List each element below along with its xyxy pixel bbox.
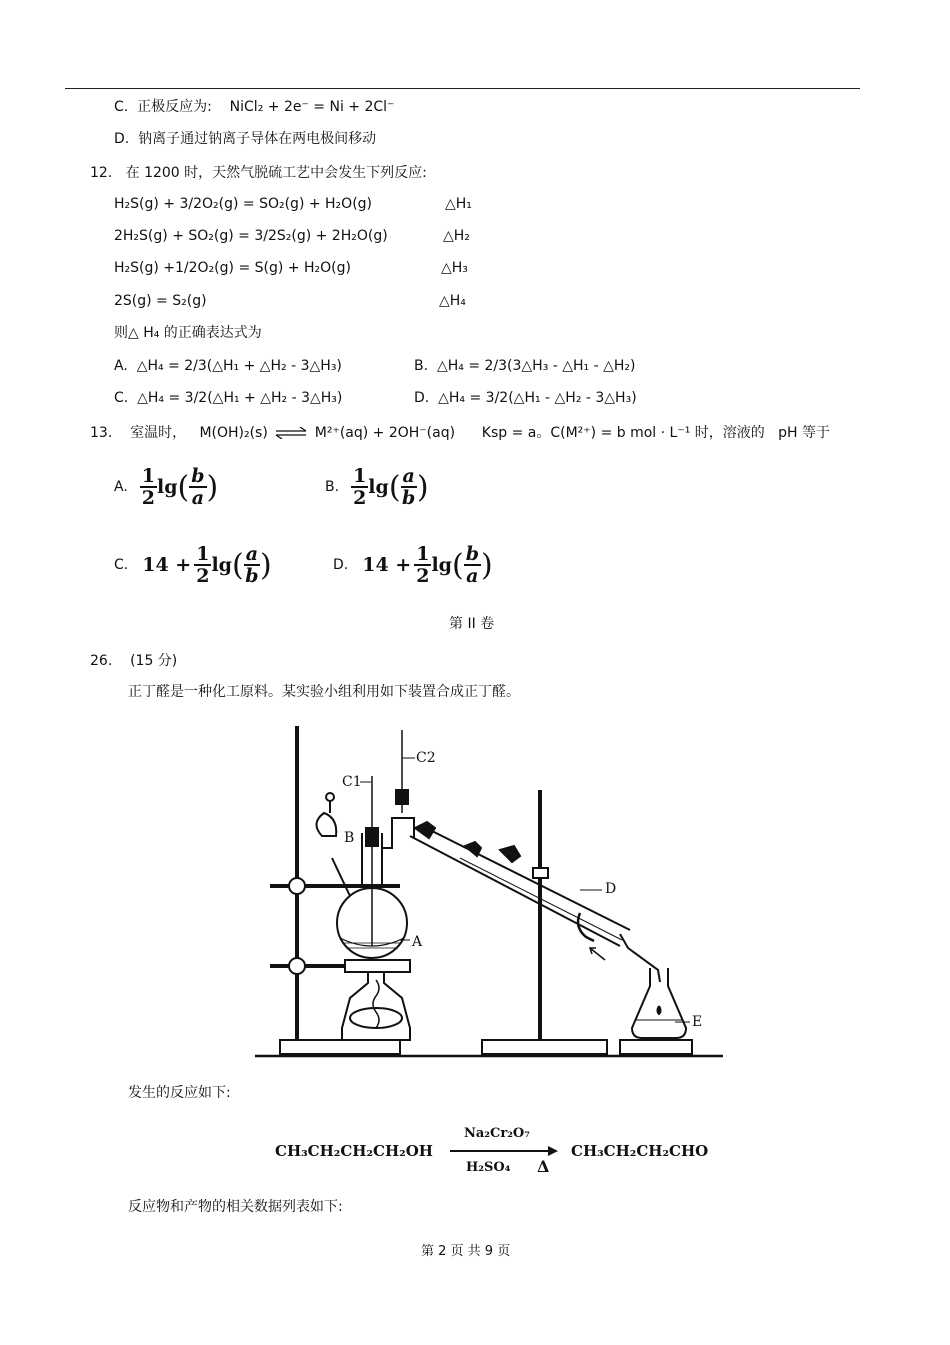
q26-reaction-intro: 发生的反应如下: [128,1085,231,1101]
q12-reaction-2: 2H₂S(g) + SO₂(g) = 3/2S₂(g) + 2H₂O(g) [114,228,388,244]
q12-option-d: D. △H₄ = 3/2(△H₁ - △H₂ - 3△H₃) [414,390,637,406]
q11-option-d: D. 钠离子通过钠离子导体在两电极间移动 [114,131,377,147]
section-title: 第 II 卷 [449,616,495,632]
q12-option-c: C. △H₄ = 3/2(△H₁ + △H₂ - 3△H₃) [114,390,343,406]
q12-dh-2: △H₂ [443,228,470,244]
header-rule [65,88,860,89]
q12-reaction-3: H₂S(g) +1/2O₂(g) = S(g) + H₂O(g) [114,260,351,276]
equilibrium-arrow-icon [274,427,308,439]
q12-dh-4: △H₄ [439,293,466,309]
label-a: A [412,934,423,950]
distillation-apparatus-figure [250,718,730,1063]
q12-dh-3: △H₃ [441,260,468,276]
q13-option-a: A. $\frac{1}{2}$ lg ( $\frac{b}{a}$ ) [114,465,219,509]
reagent-top: Na₂Cr₂O₇ [464,1126,530,1141]
q26-table-intro: 反应物和产物的相关数据列表如下: [128,1199,343,1215]
label-d: D [605,881,617,897]
q12-ask: 则△ H₄ 的正确表达式为 [114,325,262,341]
q13-option-c: C. 14 + $\frac{1}{2}$ lg ( $\frac{a}{b}$ ) [114,543,272,587]
q12-reaction-1: H₂S(g) + 3/2O₂(g) = SO₂(g) + H₂O(g) [114,196,373,212]
q26-intro: 正丁醛是一种化工原料。某实验小组利用如下装置合成正丁醛。 [128,684,520,700]
q12-reaction-4: 2S(g) = S₂(g) [114,293,207,309]
label-c1: C1 [342,774,362,790]
page-footer: 第 2 页 共 9 页 [421,1244,511,1259]
reagent-bottom: H₂SO₄ [466,1160,511,1175]
label-e: E [692,1014,703,1030]
label-c2: C2 [416,750,436,766]
q13-option-d: D. 14 + $\frac{1}{2}$ lg ( $\frac{b}{a}$ ) [333,543,493,587]
heat-symbol: Δ [537,1157,550,1176]
q11-option-c-equation: NiCl₂ + 2e⁻ = Ni + 2Cl⁻ [229,99,395,115]
reaction-arrow-icon [448,1146,560,1156]
product: CH₃CH₂CH₂CHO [571,1142,709,1160]
reactant: CH₃CH₂CH₂CH₂OH [275,1142,433,1160]
q11-option-c: C. 正极反应为: NiCl₂ + 2e⁻ = Ni + 2Cl⁻ [114,99,395,115]
q12-stem: 12. 在 1200 时，天然气脱硫工艺中会发生下列反应: [90,165,427,181]
q12-option-b: B. △H₄ = 2/3(3△H₃ - △H₁ - △H₂) [414,358,636,374]
label-b: B [344,830,355,846]
q13-stem: 13. 室温时， M(OH)₂(s) M²⁺(aq) + 2OH⁻(aq) Ksp = a。C(M²⁺) = b mol · L⁻¹ 时，溶液的 pH 等于 [90,425,831,441]
q12-dh-1: △H₁ [445,196,472,212]
q13-option-b: B. $\frac{1}{2}$ lg ( $\frac{a}{b}$ ) [325,465,429,509]
q12-option-a: A. △H₄ = 2/3(△H₁ + △H₂ - 3△H₃) [114,358,342,374]
q26-heading: 26. (15 分) [90,653,178,669]
